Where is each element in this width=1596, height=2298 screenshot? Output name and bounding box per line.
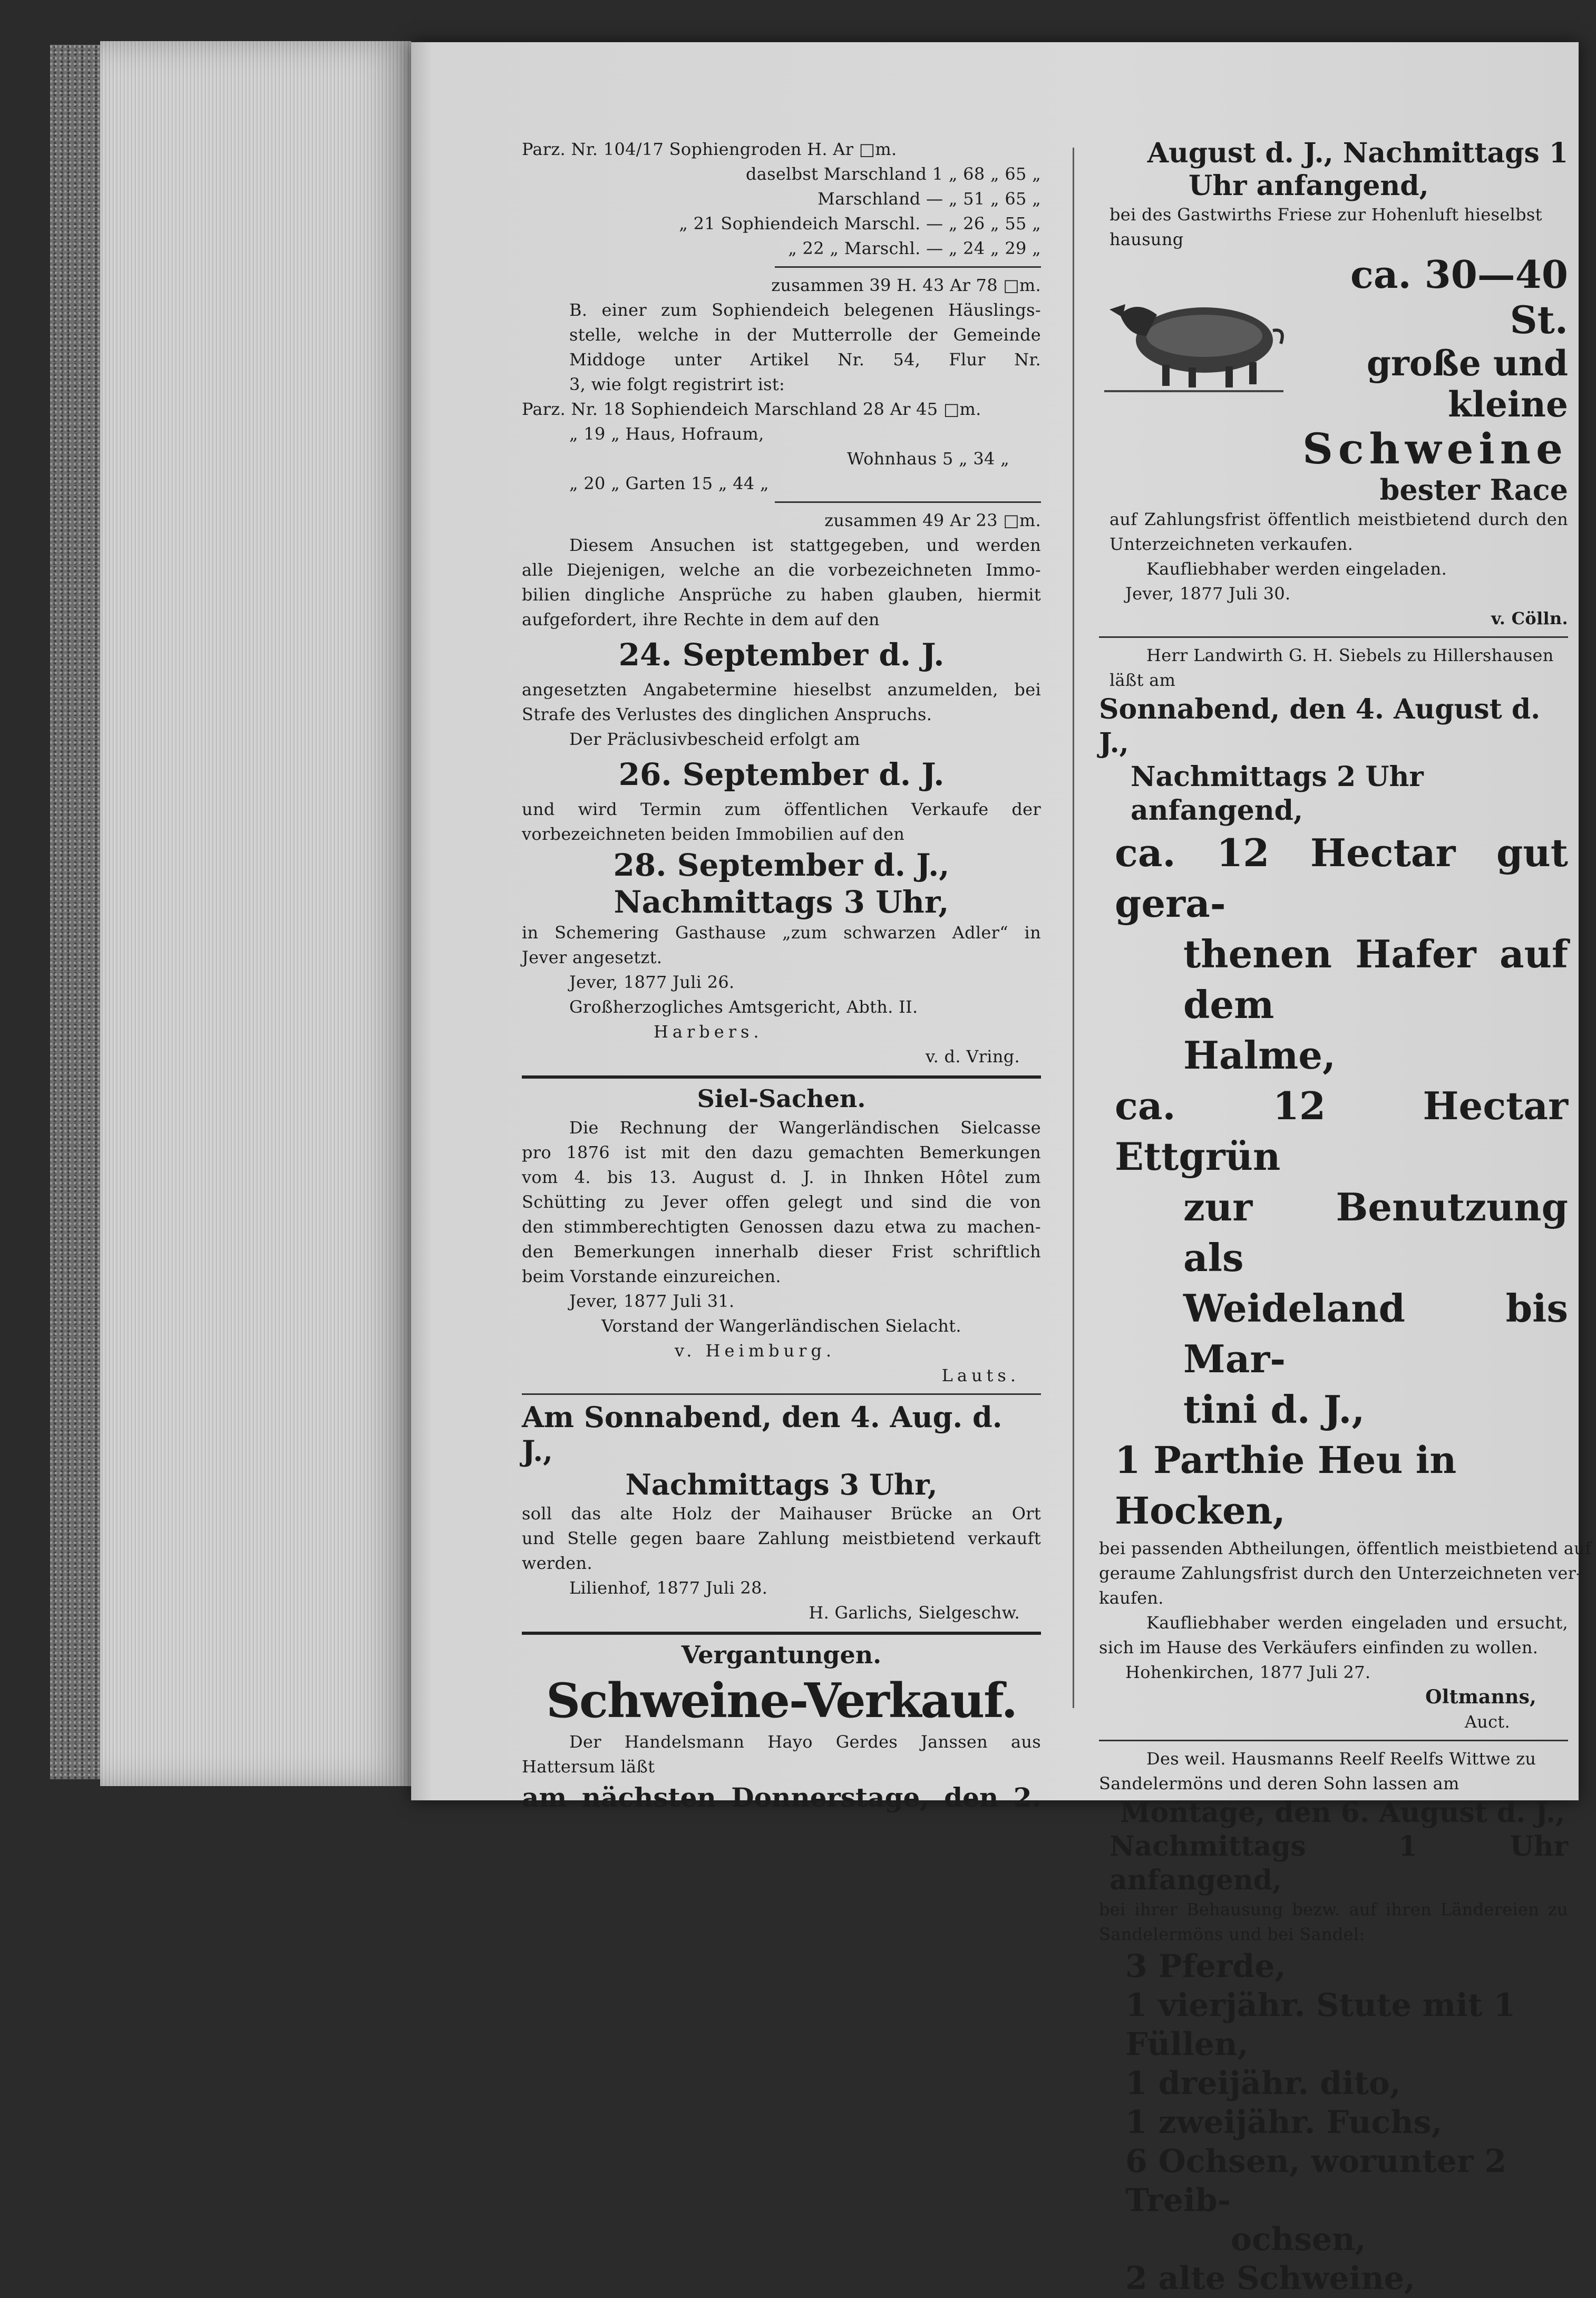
animal-line: 1 dreijähr. dito, — [1125, 2065, 1401, 2102]
signature-title: Auct. — [1464, 1712, 1510, 1732]
section-heading: Vergantungen. — [681, 1641, 882, 1669]
text-line: Middoge unter Artikel Nr. 54, Flur Nr. — [569, 350, 1041, 370]
animal-line: 3 Pferde, — [1125, 1948, 1286, 1985]
text-line: stelle, welche in der Mutterrolle der Gemeinde — [569, 325, 1041, 345]
text-line: bei passenden Abtheilungen, öffentlich meistbietend auf — [1099, 1538, 1592, 1558]
invite-line: Kaufliebhaber werden eingeladen. — [1146, 559, 1447, 579]
section-rule — [1099, 1740, 1568, 1741]
sum-rule — [775, 501, 1041, 503]
text-line: Der Handelsmann Hayo Gerdes Janssen aus — [569, 1732, 1041, 1752]
pig-illustration — [1099, 278, 1289, 399]
board-name: Vorstand der Wangerländischen Sielacht. — [601, 1316, 961, 1336]
parcel-line: Marschland — „ 51 „ 65 „ — [818, 189, 1041, 209]
animal-line: ochsen, — [1231, 2221, 1366, 2258]
text-line: pro 1876 ist mit den dazu gemachten Bemerkungen — [522, 1142, 1041, 1162]
sale-date: am nächsten Donnerstage, den 2. — [522, 1782, 1041, 1813]
signature: Oltmanns, — [1425, 1686, 1536, 1708]
parcel-line: Wohnhaus 5 „ 34 „ — [847, 449, 1009, 469]
pig-count: ca. 30—40 St. — [1350, 252, 1568, 342]
signature: v. d. Vring. — [926, 1046, 1020, 1066]
text-line: geraume Zahlungsfrist durch den Unterzeichneten ver- — [1099, 1563, 1582, 1583]
place-date: Jever, 1877 Juli 30. — [1125, 584, 1291, 604]
auction-heading: Am Sonnabend, den 4. Aug. d. J., — [522, 1400, 1003, 1468]
item-line: 1 Parthie Heu in Hocken, — [1115, 1438, 1457, 1533]
sum-line: zusammen 39 H. 43 Ar 78 □m. — [771, 275, 1041, 295]
text-line: kaufen. — [1099, 1588, 1164, 1608]
animal-line: 6 Ochsen, worunter 2 Treib- — [1125, 2143, 1507, 2219]
pig-advert — [1099, 252, 1568, 425]
item-line: zur Benutzung als — [1183, 1185, 1568, 1280]
auction-time: Nachmittags 3 Uhr, — [625, 1468, 938, 1501]
text-line: Diesem Ansuchen ist stattgegeben, und werden — [569, 535, 1041, 555]
text-line: Die Rechnung der Wangerländischen Sielcasse — [569, 1118, 1041, 1138]
text-line: läßt am — [1110, 670, 1176, 690]
parcel-line: „ 22 „ Marschl. — „ 24 „ 29 „ — [788, 238, 1041, 258]
place-date: Jever, 1877 Juli 26. — [569, 972, 735, 992]
place-date: Lilienhof, 1877 Juli 28. — [569, 1578, 768, 1598]
page-edges — [100, 41, 411, 1786]
text-line: vom 4. bis 13. August d. J. in Ihnken Hôtel zum — [522, 1167, 1041, 1187]
date-heading: 24. September d. J. — [618, 637, 945, 673]
date-heading: 26. September d. J. — [618, 757, 945, 792]
text-line: Strafe des Verlustes des dinglichen Anspruchs. — [522, 704, 932, 724]
section-rule — [522, 1075, 1041, 1079]
text-line: vorbezeichneten beiden Immobilien auf den — [522, 824, 905, 844]
parcel-line: Parz. Nr. 104/17 Sophiengroden H. Ar □m. — [522, 139, 897, 159]
place-date: Jever, 1877 Juli 31. — [569, 1291, 735, 1311]
text-line: Schütting zu Jever offen gelegt und sind die von — [522, 1192, 1041, 1212]
parcel-line: daselbst Marschland 1 „ 68 „ 65 „ — [745, 164, 1041, 184]
text-line: alle Diejenigen, welche an die vorbezeichneten Immo- — [522, 560, 1041, 580]
sale-heading: Schweine-Verkauf. — [546, 1673, 1017, 1729]
text-line: Sandelermöns und deren Sohn lassen am — [1099, 1773, 1459, 1793]
text-line: Herr Landwirth G. H. Siebels zu Hillershausen — [1146, 645, 1554, 665]
text-line: Des weil. Hausmanns Reelf Reelfs Wittwe zu — [1146, 1749, 1536, 1769]
text-line: bei des Gastwirths Friese zur Hohenluft hieselbst — [1110, 205, 1542, 225]
invite-line: Kaufliebhaber werden eingeladen und ersucht, — [1146, 1613, 1568, 1633]
animal-line: 1 vierjähr. Stute mit 1 Füllen, — [1125, 1987, 1516, 2063]
text-line: aufgefordert, ihre Rechte in dem auf den — [522, 609, 880, 629]
text-line: Der Präclusivbescheid erfolgt am — [569, 729, 860, 749]
signature: H. Garlichs, Sielgeschw. — [809, 1603, 1020, 1623]
time-heading: Nachmittags 3 Uhr, — [614, 884, 949, 920]
text-line: bilien dingliche Ansprüche zu haben glauben, hiermit — [522, 585, 1041, 605]
pig-size: große und kleine — [1366, 343, 1568, 425]
text-line: den Bemerkungen innerhalb dieser Frist schriftlich — [522, 1242, 1041, 1262]
date-heading: Montage, den 6. August d. J., — [1120, 1797, 1565, 1829]
text-line: soll das alte Holz der Maihauser Brücke an Ort — [522, 1504, 1041, 1524]
place-date: Hohenkirchen, 1877 Juli 27. — [1125, 1662, 1371, 1682]
section-heading: Siel-Sachen. — [697, 1084, 866, 1113]
text-line: hausung — [1110, 229, 1184, 249]
text-line: B. einer zum Sophiendeich belegenen Häuslings- — [569, 300, 1041, 320]
parcel-line: „ 21 Sophiendeich Marschl. — „ 26 „ 55 „ — [679, 214, 1041, 234]
column-divider — [1073, 148, 1074, 1708]
text-line: Hattersum läßt — [522, 1757, 655, 1777]
text-line: auf Zahlungsfrist öffentlich meistbietend durch den — [1110, 509, 1568, 529]
pig-heading: Schweine — [1302, 424, 1568, 473]
item-line: tini d. J., — [1183, 1387, 1365, 1432]
time-heading: Nachmittags 2 Uhr anfangend, — [1131, 761, 1424, 827]
section-rule — [522, 1393, 1041, 1395]
item-line: Halme, — [1183, 1033, 1336, 1078]
parcel-line: „ 20 „ Garten 15 „ 44 „ — [569, 473, 769, 493]
text-line: in Schemering Gasthause „zum schwarzen Adler“ in — [522, 923, 1041, 943]
section-rule — [1099, 636, 1568, 638]
date-heading: 28. September d. J., — [613, 847, 950, 883]
text-line: 3, wie folgt registrirt ist: — [569, 374, 785, 394]
signature: Lauts. — [941, 1365, 1020, 1385]
item-line: Weideland bis Mar- — [1183, 1286, 1568, 1381]
animal-line: 1 zweijähr. Fuchs, — [1125, 2104, 1443, 2141]
text-line: und Stelle gegen baare Zahlung meistbietend verkauft — [522, 1528, 1041, 1548]
item-line: ca. 12 Hectar Ettgrün — [1115, 1083, 1568, 1179]
pig-quality: bester Race — [1379, 473, 1568, 507]
date-heading: Sonnabend, den 4. August d. J., — [1099, 693, 1541, 759]
signature: v. Heimburg. — [675, 1341, 836, 1361]
invite-line: sich im Hause des Verkäufers einfinden zu wollen. — [1099, 1637, 1539, 1657]
text-line: werden. — [522, 1553, 592, 1573]
text-line: bei ihrer Behausung bezw. auf ihren Ländereien zu — [1099, 1899, 1568, 1919]
item-line: ca. 12 Hectar gut gera- — [1115, 830, 1568, 926]
text-line: Unterzeichneten verkaufen. — [1110, 534, 1354, 554]
parcel-line: „ 19 „ Haus, Hofraum, — [569, 424, 764, 444]
date-heading: August d. J., Nachmittags 1 — [1147, 137, 1568, 169]
text-line: angesetzten Angabetermine hieselbst anzumelden, bei — [522, 680, 1041, 700]
left-column — [522, 137, 1041, 1816]
time-heading: Nachmittags 1 Uhr anfangend, — [1110, 1830, 1568, 1896]
time-heading: Uhr anfangend, — [1189, 170, 1429, 202]
text-line: Sandelermöns und bei Sandel: — [1099, 1924, 1365, 1944]
sum-line: zusammen 49 Ar 23 □m. — [824, 510, 1041, 530]
sum-rule — [775, 266, 1041, 268]
text-line: den stimmberechtigten Genossen dazu etwa zu machen- — [522, 1217, 1041, 1237]
item-line: thenen Hafer auf dem — [1183, 932, 1568, 1027]
signature: Harbers. — [654, 1022, 763, 1042]
animal-line: 2 alte Schweine, — [1125, 2260, 1415, 2297]
text-line: Jever angesetzt. — [522, 947, 663, 967]
signature: v. Cölln. — [1491, 608, 1568, 628]
court-name: Großherzogliches Amtsgericht, Abth. II. — [569, 997, 918, 1017]
section-rule — [522, 1632, 1041, 1635]
text-line: und wird Termin zum öffentlichen Verkaufe der — [522, 799, 1041, 819]
right-column — [1099, 137, 1592, 2298]
text-line: beim Vorstande einzureichen. — [522, 1266, 781, 1286]
parcel-line: Parz. Nr. 18 Sophiendeich Marschland 28 Ar 45 □m. — [522, 399, 981, 419]
